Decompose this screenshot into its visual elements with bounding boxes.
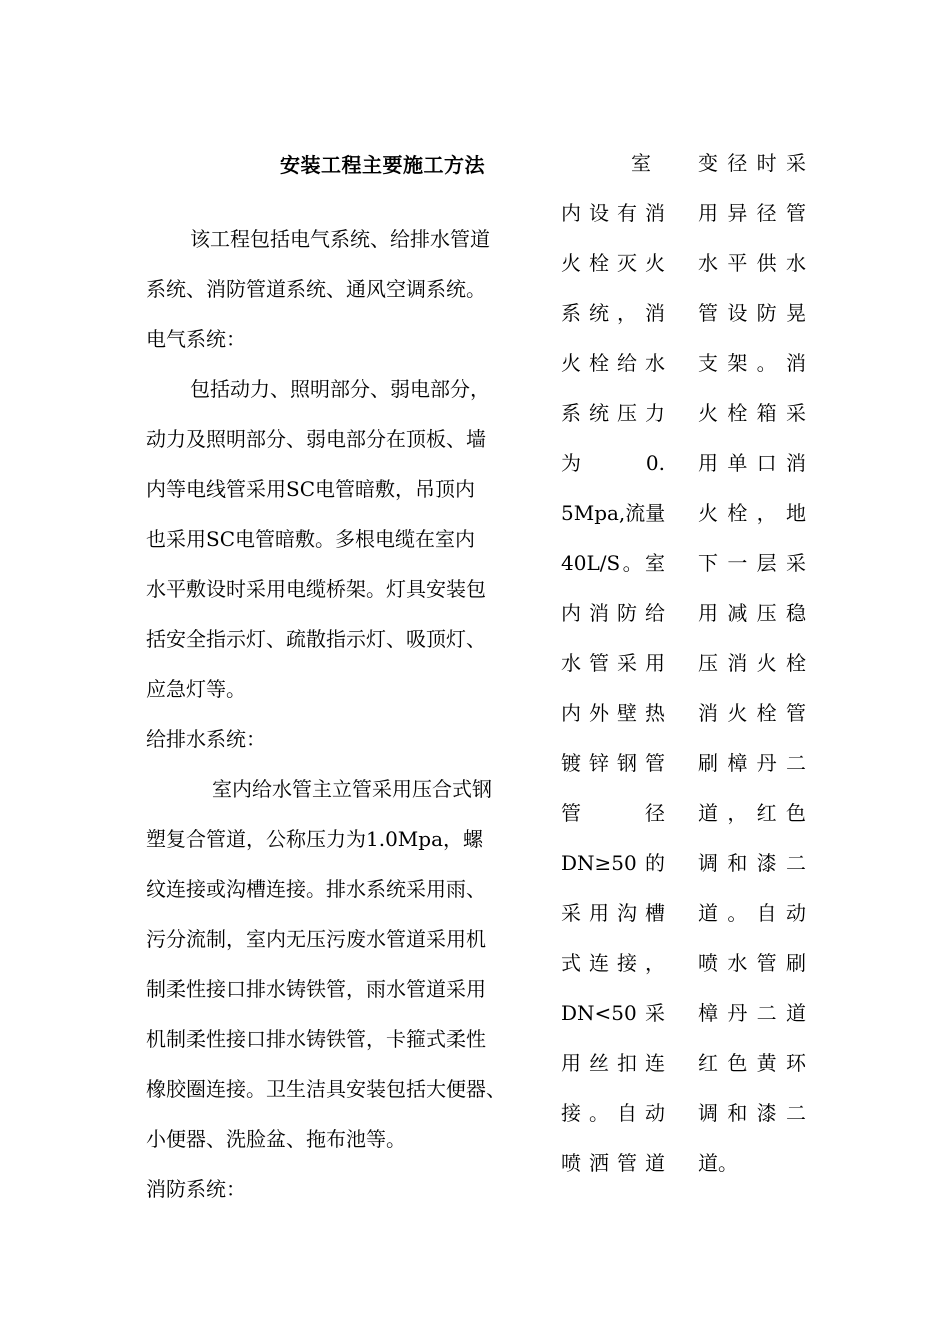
text-line: 电气系统： [146,327,246,351]
document-title: 安装工程主要施工方法 [280,153,485,177]
column-line: 采用沟槽 [561,901,665,925]
text-line: 污分流制，室内无压污废水管道采用机 [146,927,486,951]
column-line: 火栓给水 [561,351,665,375]
text-line: 应急灯等。 [146,677,246,701]
column-line: 40L/S。室 [561,551,665,575]
text-line: 系统、消防管道系统、通风空调系统。 [146,277,486,301]
text-line: 室内给水管主立管采用压合式钢 [212,777,492,801]
column-line: 水管采用 [561,651,665,675]
column-line: 用异径管 [698,201,806,225]
column-line: 红色黄环 [698,1051,806,1075]
text-line: 也采用SC电管暗敷。多根电缆在室内 [146,527,476,551]
column-line: 5Mpa,流量 [561,501,666,525]
column-line: 管设防晃 [698,301,806,325]
text-line: 包括动力、照明部分、弱电部分， [190,377,490,401]
column-line: 用丝扣连 [561,1051,665,1075]
text-line: 给排水系统： [146,727,266,751]
column-line: 内外壁热 [561,701,665,725]
text-line: 括安全指示灯、疏散指示灯、吸顶灯、 [146,627,486,651]
column-line: 变径时采 [698,151,806,175]
column-line: 道。自动 [698,901,806,925]
column-line: 用单口消 [698,451,806,475]
text-line: 纹连接或沟槽连接。排水系统采用雨、 [146,877,486,901]
column-line: 调和漆二 [698,851,806,875]
column-line: 用减压稳 [698,601,806,625]
text-line: 小便器、洗脸盆、拖布池等。 [146,1127,406,1151]
column-line: 喷洒管道 [561,1151,665,1175]
text-line: 该工程包括电气系统、给排水管道 [190,227,490,251]
column-line: 式连接， [561,951,665,975]
column-line: 消火栓管 [698,701,806,725]
column-line: 支架。消 [698,351,806,375]
column-line: 喷水管刷 [698,951,806,975]
text-line: 橡胶圈连接。卫生洁具安装包括大便器、 [146,1077,506,1101]
text-line: 消防系统： [146,1177,246,1201]
column-line: 下一层采 [698,551,806,575]
column-line: 内消防给 [561,601,665,625]
column-line: 管 径 [561,801,665,825]
column-line: 系统压力 [561,401,665,425]
text-line: 内等电线管采用SC电管暗敷，吊顶内 [146,477,476,501]
column-line: 火栓，地 [698,501,806,525]
column-line: 刷樟丹二 [698,751,806,775]
column-line: 压消火栓 [698,651,806,675]
column-line: 樟丹二道 [698,1001,806,1025]
text-line: 机制柔性接口排水铸铁管，卡箍式柔性 [146,1027,486,1051]
column-line: 道，红色 [698,801,806,825]
column-line: 火栓灭火 [561,251,665,275]
column-line: 调和漆二 [698,1101,806,1125]
column-line: 接。自动 [561,1101,665,1125]
column-line: 火栓箱采 [698,401,806,425]
column-line: 为 0. [561,451,665,475]
column-line: DN≥50 的 [561,851,665,875]
text-line: 塑复合管道，公称压力为1.0Mpa，螺 [146,827,484,851]
text-line: 水平敷设时采用电缆桥架。灯具安装包 [146,577,486,601]
column-line: 室 [631,151,651,175]
text-line: 制柔性接口排水铸铁管，雨水管道采用 [146,977,486,1001]
column-line: 镀锌钢管 [561,751,665,775]
column-line: 道。 [698,1151,738,1175]
column-line: 水平供水 [698,251,806,275]
column-line: DN<50 采 [561,1001,665,1025]
column-line: 内设有消 [561,201,665,225]
column-line: 系统，消 [561,301,665,325]
text-line: 动力及照明部分、弱电部分在顶板、墙 [146,427,486,451]
